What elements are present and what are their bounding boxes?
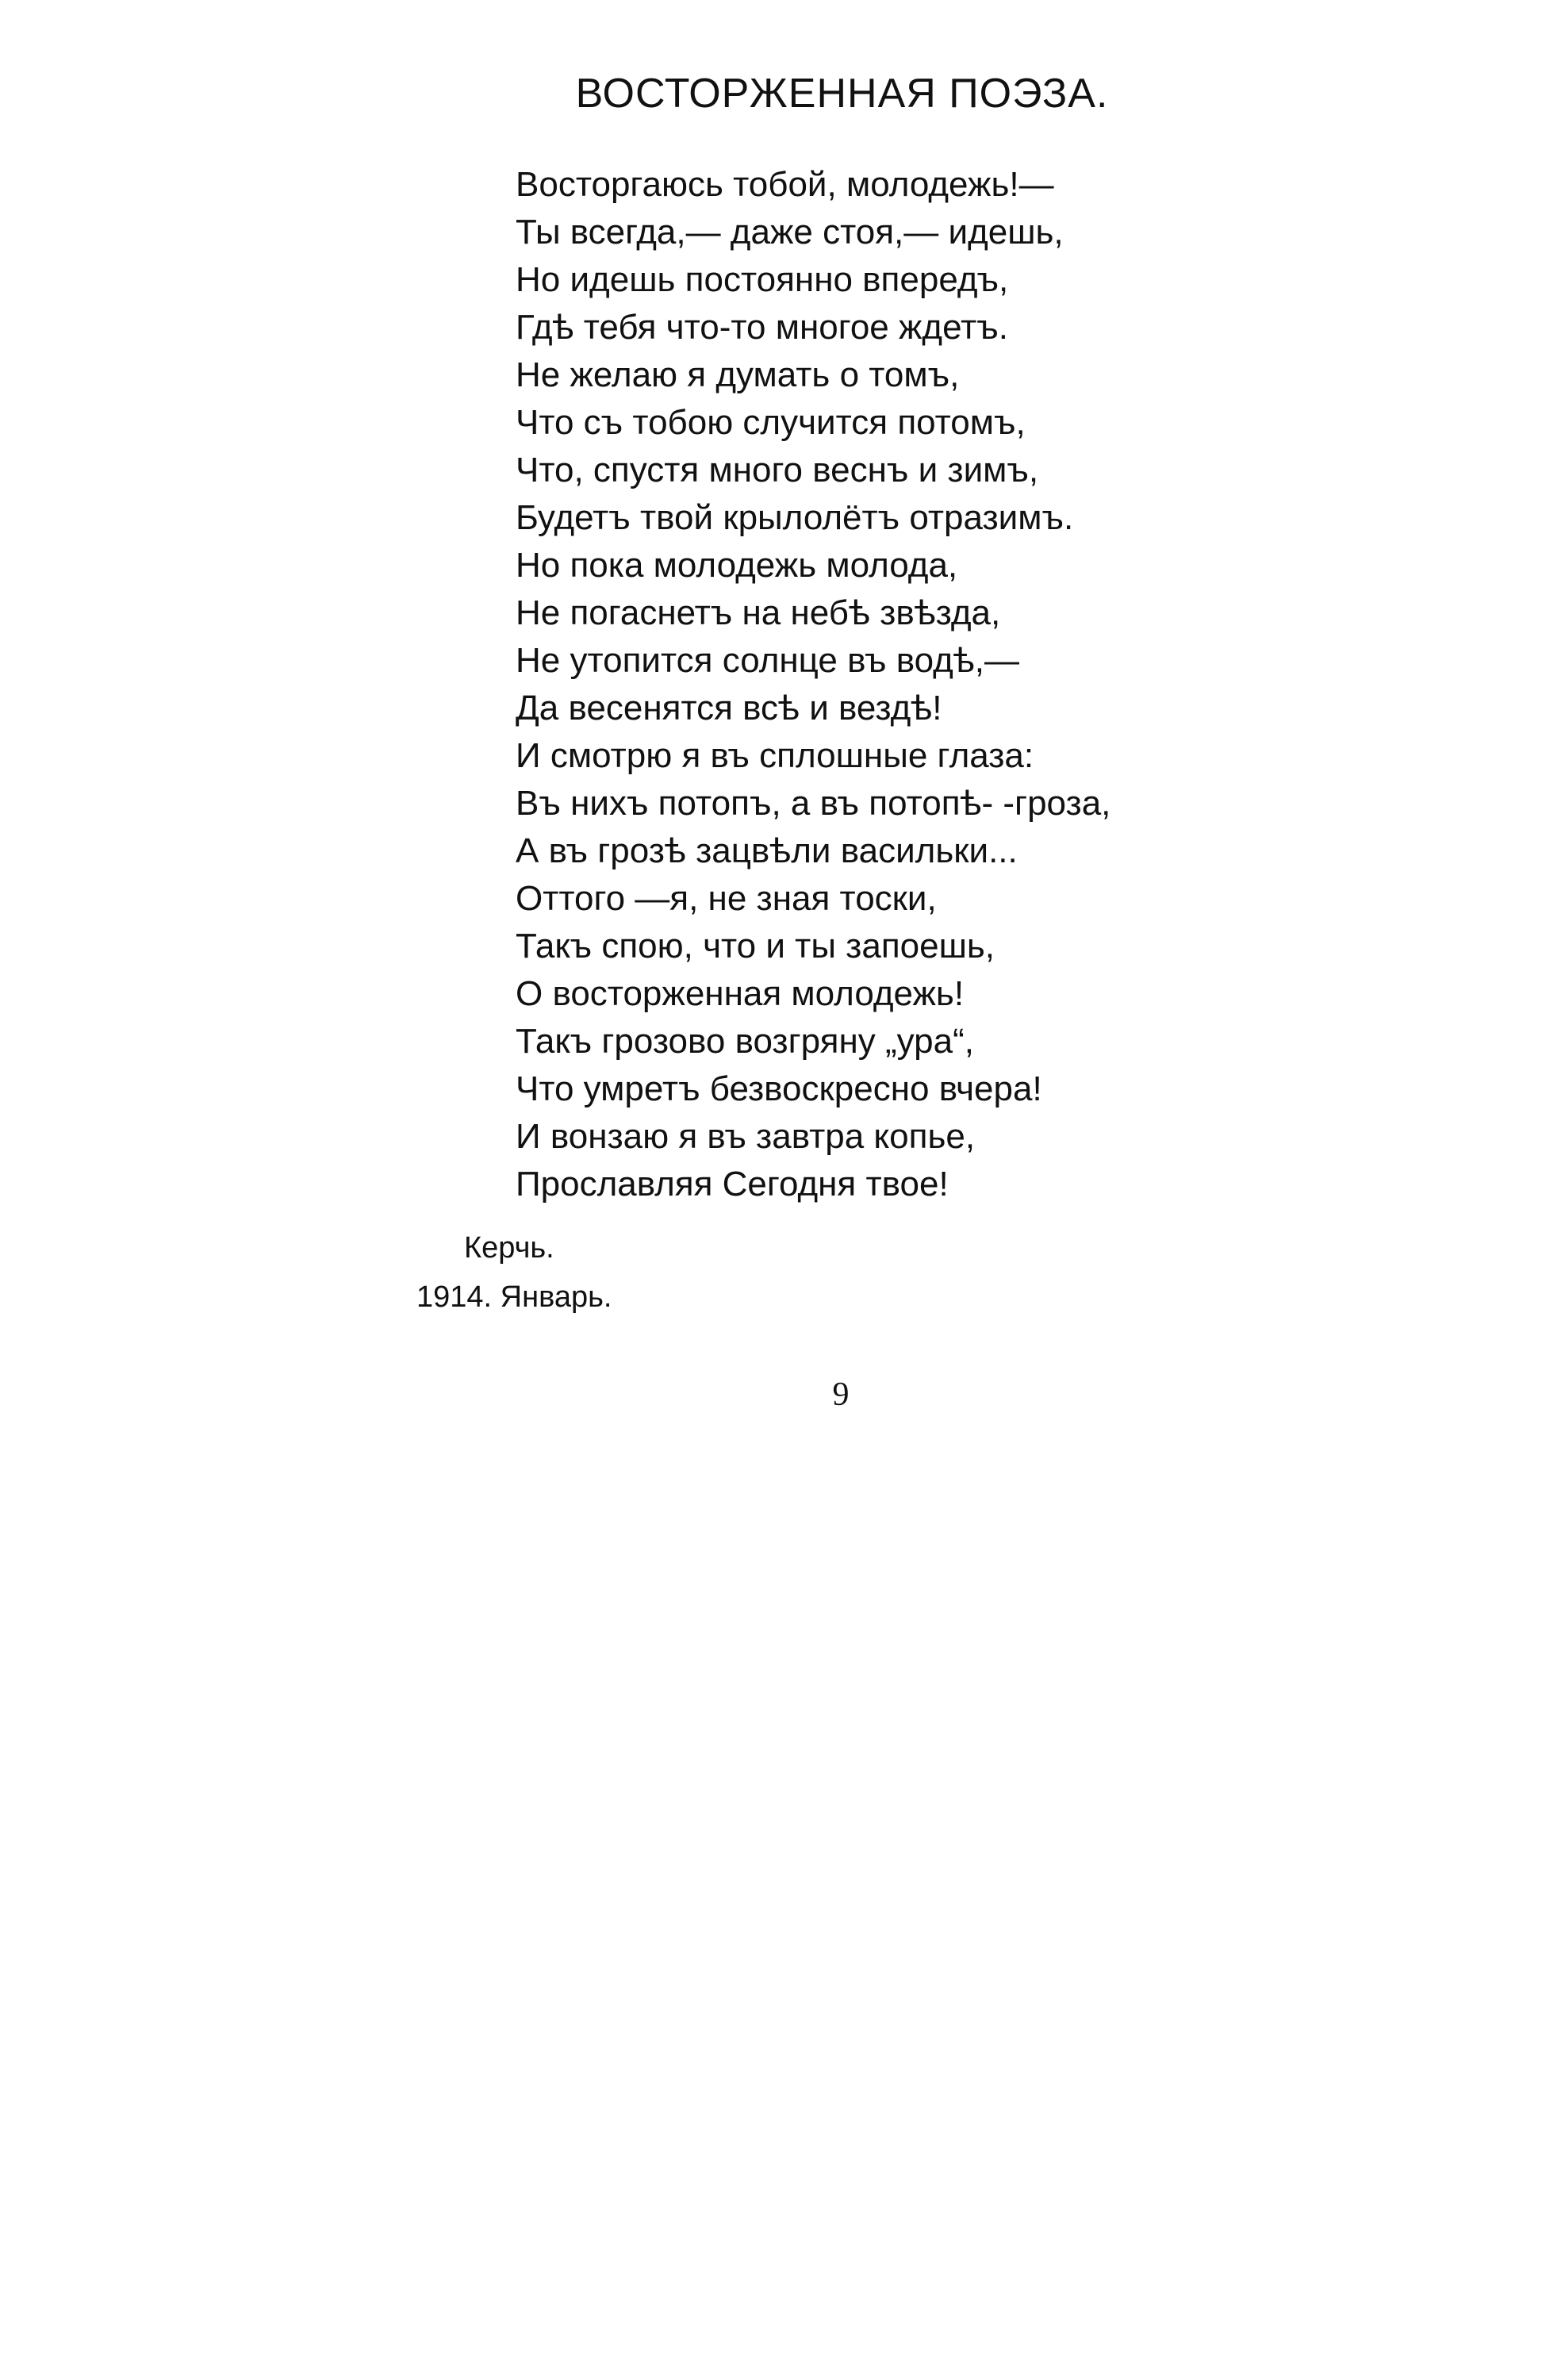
poem-line: Восторгаюсь тобой, молодежь!— (516, 165, 1054, 204)
poem-line: Но идешь постоянно впередъ, (516, 260, 1009, 299)
poem-line: И смотрю я въ сплошные глаза: (516, 736, 1034, 775)
poem-body (516, 161, 1348, 1208)
poem-line: Что съ тобою случится потомъ, (516, 403, 1026, 442)
place-signature: Керчь. (464, 1231, 554, 1265)
poem-line: Оттого —я, не зная тоски, (516, 879, 937, 918)
poem-line: Да весенятся всѣ и вездѣ! (516, 689, 942, 727)
poem-line: Будетъ твой крылолётъ отразимъ. (516, 498, 1074, 537)
poem-line: Въ нихъ потопъ, а въ потопѣ- -гроза, (516, 784, 1111, 823)
poem-line: Такъ грозово возгряну „ура“, (516, 1022, 974, 1061)
poem-line: Не погаснетъ на небѣ звѣзда, (516, 593, 1001, 632)
poem-line: Такъ спою, что и ты запоешь, (516, 927, 995, 965)
poem-line: И вонзаю я въ завтра копье, (516, 1117, 976, 1156)
poem-line: Ты всегда,— даже стоя,— идешь, (516, 213, 1064, 251)
poem-line: Что, спустя много веснъ и зимъ, (516, 451, 1039, 489)
date-signature: 1914. Январь. (416, 1280, 612, 1314)
page-number: 9 (832, 1376, 850, 1413)
poem-line: Что умретъ безвоскресно вчера! (516, 1069, 1042, 1108)
poem-line: Не утопится солнце въ водѣ,— (516, 641, 1019, 680)
poem-title: ВОСТОРЖЕННАЯ ПОЭЗА. (575, 71, 1109, 117)
poem-line: Но пока молодежь молода, (516, 546, 958, 585)
poem-line: Не желаю я думать о томъ, (516, 355, 960, 394)
poem-line: А въ грозѣ зацвѣли васильки... (516, 831, 1018, 870)
poem-line: Прославляя Сегодня твое! (516, 1165, 949, 1203)
poem-line: О восторженная молодежь! (516, 974, 965, 1013)
poem-line: Гдѣ тебя что-то многое ждетъ. (516, 308, 1008, 347)
